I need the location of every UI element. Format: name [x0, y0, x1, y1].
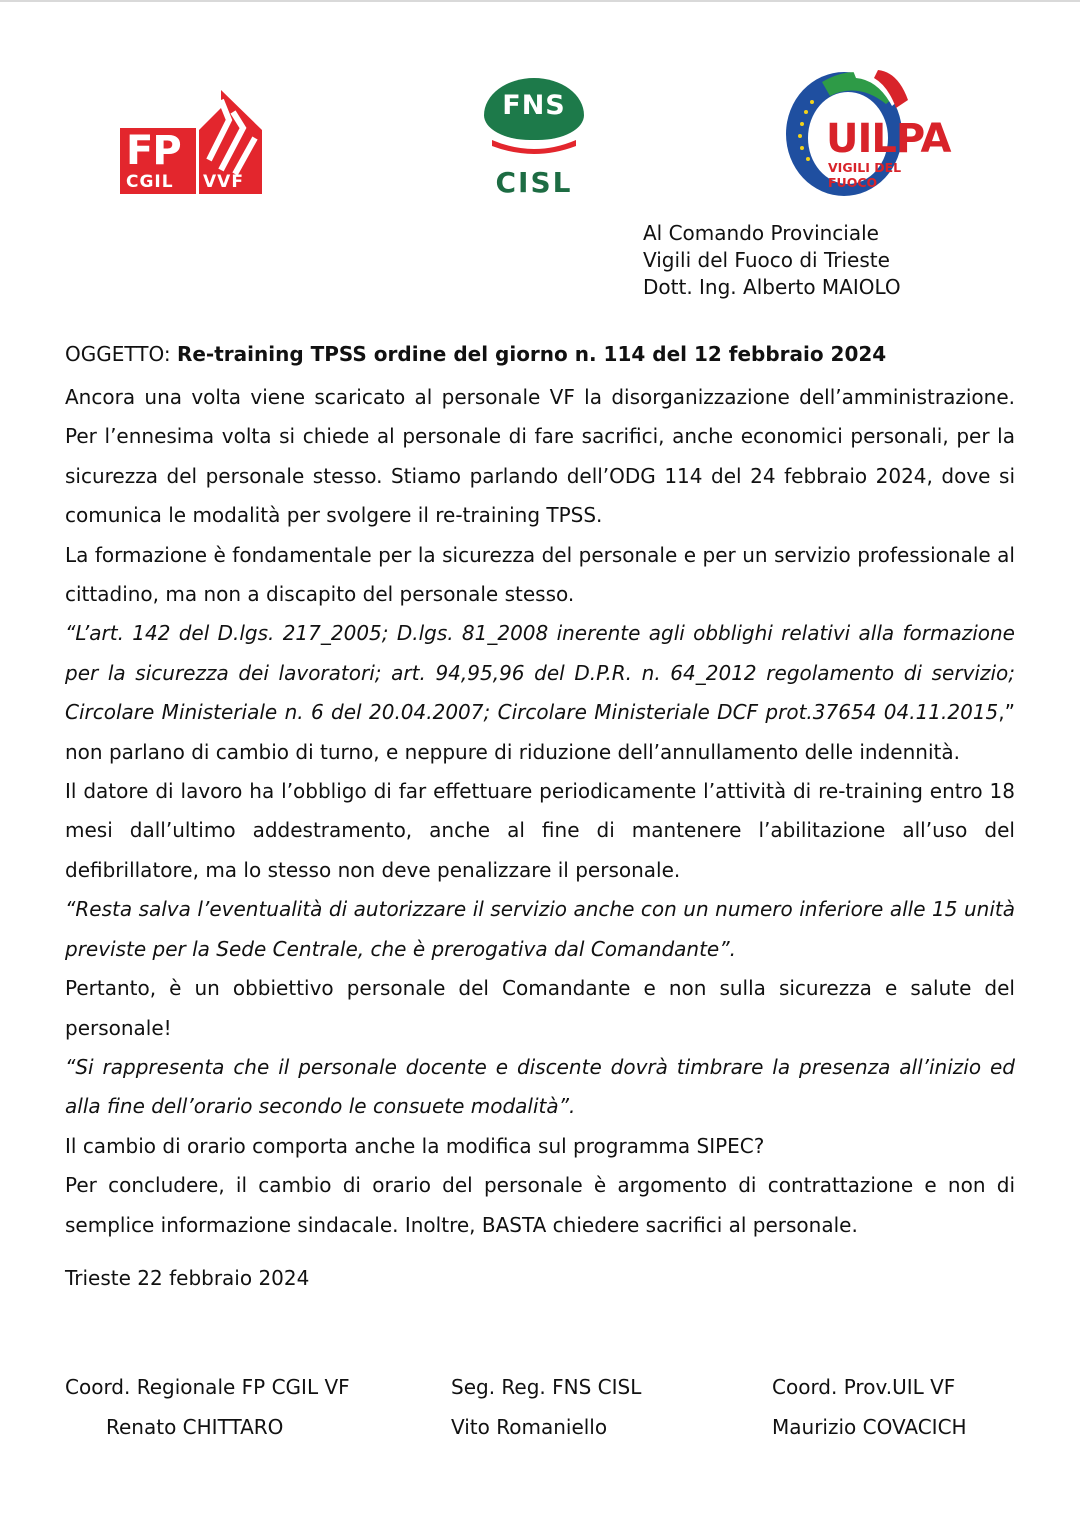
signature-name-3: Maurizio COVACICH [772, 1415, 967, 1439]
letter-date: Trieste 22 febbraio 2024 [65, 1266, 310, 1290]
fns-green-oval [484, 78, 584, 140]
fns-text: FNS [502, 90, 566, 121]
recipient-address [643, 220, 901, 301]
paragraph-2: La formazione è fondamentale per la sicurezza del personale e per un servizio professionale al cittadino, ma non a discapito del personale stesso. [65, 542, 1015, 607]
letter-body [65, 378, 1015, 1245]
vigili-del-fuoco-text: VIGILI DEL FUOCO [828, 160, 902, 190]
legal-references-quote: “L’art. 142 del D.lgs. 217_2005; D.lgs. 81_2008 inerente agli obblighi relativi alla formazione per la sicurezza dei lavoratori; art. 94,95,96 del D.P.R. n. 64_2012 regolamento di servizio; Circolare Ministeriale n. 6 del 20.04.2007; Circolare Ministeriale DCF prot.37654 04.11.2015 [65, 621, 1015, 725]
fp-text: FP [126, 128, 181, 174]
vvf-text: VVF [203, 172, 244, 192]
paragraph-6: Pertanto, è un obbiettivo personale del Comandante e non sulla sicurezza e salute del personale! [65, 976, 1015, 1040]
signature-role-1: Coord. Regionale FP CGIL VF [65, 1375, 350, 1399]
fns-cisl-logo [482, 78, 586, 198]
paragraph-3 [65, 614, 1015, 772]
subject-line [65, 342, 886, 366]
uilpa-logo [782, 62, 952, 200]
address-line-2: Vigili del Fuoco di Trieste [643, 248, 890, 272]
signature-name-2: Vito Romaniello [451, 1415, 608, 1439]
paragraph-5-quote: “Resta salva l’eventualità di autorizzare il servizio anche con un numero inferiore alle 15 unità previste per la Sede Centrale, che è prerogativa dal Comandante”. [65, 897, 1015, 961]
paragraph-3-rest: ,” non parlano di cambio di turno, e neppure di riduzione dell’annullamento delle indennità. [65, 700, 1015, 764]
fp-cgil-box [120, 128, 196, 194]
address-line-3: Dott. Ing. Alberto MAIOLO [643, 275, 901, 299]
paragraph-4: Il datore di lavoro ha l’obbligo di far effettuare periodicamente l’attività di re-training entro 18 mesi dall’ultimo addestramento, anche al fine di mantenere l’abilitazione all’uso del defibrillatore, ma lo stesso non deve penalizzare il personale. [65, 779, 1015, 882]
fp-cgil-vvf-logo [120, 90, 262, 196]
signature-role-2: Seg. Reg. FNS CISL [451, 1375, 642, 1399]
signature-name-1: Renato CHITTARO [106, 1415, 284, 1439]
subject-label: OGGETTO: [65, 342, 177, 366]
subject-text: Re-training TPSS ordine del giorno n. 114 del 12 febbraio 2024 [176, 342, 887, 366]
cgil-text: CGIL [126, 172, 174, 192]
paragraph-7-quote: “Si rappresenta che il personale docente e discente dovrà timbrare la presenza all’inizio ed alla fine dell’orario secondo le consuete modalità”. [65, 1054, 1015, 1119]
cisl-text: CISL [495, 166, 573, 199]
paragraph-8: Il cambio di orario comporta anche la modifica sul programma SIPEC? [65, 1133, 765, 1158]
vvf-flame-box [199, 90, 262, 194]
fns-red-swoosh-icon [492, 140, 576, 156]
uilpa-text: UILPA [826, 116, 951, 162]
top-border [0, 0, 1080, 2]
paragraph-1: Ancora una volta viene scaricato al personale VF la disorganizzazione dell’amministrazione. Per l’ennesima volta si chiede al personale di fare sacrifici, anche economici personali, per la sicurezza del personale stesso. Stiamo parlando dell’ODG 114 del 24 febbraio 2024, dove si comunica le modalità per svolgere il re-training TPSS. [65, 385, 1015, 528]
address-line-1: Al Comando Provinciale [643, 221, 879, 245]
signature-role-3: Coord. Prov.UIL VF [772, 1375, 956, 1399]
paragraph-9: Per concludere, il cambio di orario del personale è argomento di contrattazione e non di semplice informazione sindacale. Inoltre, BASTA chiedere sacrifici al personale. [65, 1173, 1015, 1237]
